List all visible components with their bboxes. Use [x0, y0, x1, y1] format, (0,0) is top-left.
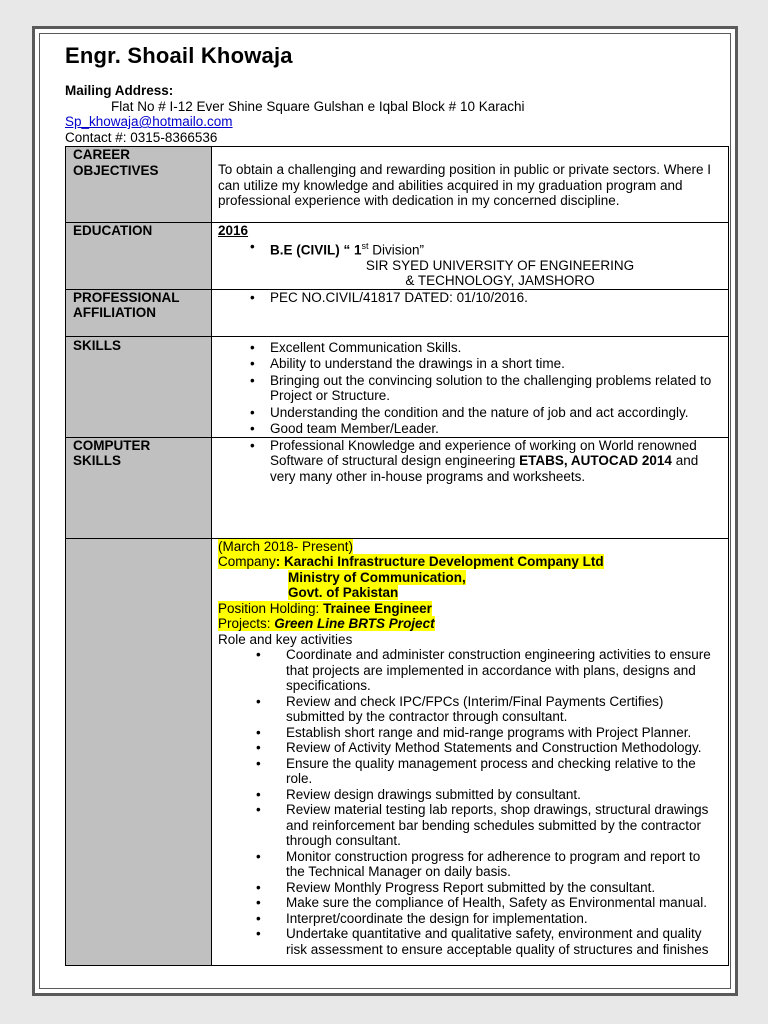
- position-title: Trainee Engineer: [323, 600, 432, 616]
- university-line1: SIR SYED UNIVERSITY OF ENGINEERING: [365, 257, 635, 273]
- education-year: 2016: [218, 223, 249, 238]
- education-item: [218, 239, 722, 258]
- project-name: Green Line BRTS Project: [274, 616, 435, 631]
- experience-value: [212, 538, 729, 965]
- activity-item: • Monitor construction progress for adherence to program and report to the Technical Manager on daily basis.: [218, 849, 722, 880]
- activity-item: • Review and check IPC/FPCs (Interim/Final Payments Certifies) submitted by the contractor through consultant.: [218, 694, 722, 725]
- affiliation-label-line2: AFFILIATION: [73, 305, 156, 320]
- projects-line: [218, 616, 722, 632]
- career-value: [212, 147, 729, 223]
- govt-name: Govt. of Pakistan: [288, 585, 399, 600]
- mailing-address-label: Mailing Address:: [65, 83, 174, 98]
- experience-row: [66, 538, 729, 965]
- education-list: [218, 239, 722, 258]
- affiliation-label-line1: PROFESSIONAL: [73, 289, 180, 305]
- career-row: [66, 147, 729, 223]
- skills-list: [218, 337, 722, 437]
- email-link[interactable]: Sp_khowaja@hotmailo.com: [65, 114, 233, 129]
- role-heading: Role and key activities: [218, 631, 353, 647]
- activity-item: • Make sure the compliance of Health, Safety as Environmental manual.: [218, 895, 722, 911]
- software-names: ETABS, AUTOCAD 2014: [519, 453, 672, 468]
- career-label: [66, 147, 212, 223]
- education-label: [66, 223, 212, 290]
- computer-label-line1: COMPUTER: [73, 437, 151, 453]
- computer-skills-label: [66, 437, 212, 538]
- skills-label: [66, 336, 212, 437]
- candidate-name: Engr. Shoail Khowaja: [65, 43, 293, 68]
- position-label: Position Holding:: [218, 600, 324, 616]
- contact-number: Contact #: 0315-8366536: [65, 130, 218, 145]
- experience-label: [66, 538, 212, 965]
- division-prefix: “ 1: [339, 242, 362, 257]
- affiliation-row: [66, 289, 729, 336]
- mailing-address: Flat No # I-12 Ever Shine Square Gulshan e Iqbal Block # 10 Karachi: [111, 99, 525, 114]
- resume-table: [65, 146, 729, 966]
- ministry-name: Ministry of Communication,: [288, 569, 466, 585]
- career-objective-text: To obtain a challenging and rewarding position in public or private sectors. Where I can utilize my knowledge and abilities acquired in my graduation program and professional experience with dedication in my concerned discipline.: [218, 162, 712, 208]
- activity-item: • Undertake quantitative and qualitative safety, environment and quality risk assessment to ensure acceptable quality of structures and finishes: [218, 926, 722, 957]
- skill-item: • Ability to understand the drawings in a short time.: [218, 356, 722, 372]
- career-label-line2: OBJECTIVES: [73, 162, 159, 178]
- period-text: (March 2018- Present): [218, 538, 354, 554]
- activity-item: • Review Monthly Progress Report submitted by the consultant.: [218, 880, 722, 896]
- activity-item: • Review material testing lab reports, shop drawings, structural drawings and reinforcement bar bending schedules submitted by the contractor through consultant.: [218, 802, 722, 849]
- affiliation-list: [218, 290, 722, 306]
- division-suffix: Division”: [368, 242, 425, 257]
- company-line: [218, 554, 722, 570]
- activity-item: • Review design drawings submitted by consultant.: [218, 787, 722, 803]
- experience-period: [218, 539, 722, 555]
- degree: B.E (CIVIL): [270, 242, 340, 257]
- skill-item: • Bringing out the convincing solution to the challenging problems related to Project or Structure.: [218, 373, 722, 404]
- computer-text-b: and very many other in-house programs and worksheets.: [270, 453, 699, 484]
- activity-item: • Interpret/coordinate the design for implementation.: [218, 911, 722, 927]
- computer-skills-row: [66, 437, 729, 538]
- position-line: [218, 601, 722, 617]
- activity-item: • Coordinate and administer construction engineering activities to ensure that projects are implemented in accordance with plans, designs and specifications.: [218, 647, 722, 694]
- computer-skills-value: [212, 437, 729, 538]
- division-sup: st: [361, 240, 369, 251]
- education-value: [212, 223, 729, 290]
- affiliation-item: • PEC NO.CIVIL/41817 DATED: 01/10/2016.: [218, 290, 722, 306]
- activity-item: • Ensure the quality management process and checking relative to the role.: [218, 756, 722, 787]
- skills-row: [66, 336, 729, 437]
- activity-item: • Establish short range and mid-range programs with Project Planner.: [218, 725, 722, 741]
- computer-label-line2: SKILLS: [73, 453, 122, 468]
- ministry-line: [218, 570, 722, 586]
- skill-item: • Excellent Communication Skills.: [218, 340, 722, 356]
- affiliation-value: [212, 289, 729, 336]
- company-name: : Karachi Infrastructure Development Company Ltd: [275, 554, 604, 569]
- computer-skill-item: [218, 438, 722, 485]
- education-row: [66, 223, 729, 290]
- computer-text-a: Professional Knowledge and experience of working on World renowned Software of structural design engineering: [270, 437, 697, 468]
- skill-item: • Understanding the condition and the nature of job and act accordingly.: [218, 405, 722, 421]
- projects-label: Projects:: [218, 616, 275, 631]
- university-line2: & TECHNOLOGY, JAMSHORO: [405, 273, 595, 288]
- affiliation-label: [66, 289, 212, 336]
- email-line: [65, 114, 233, 130]
- computer-skills-list: [218, 438, 722, 485]
- skills-value: [212, 336, 729, 437]
- company-label: Company: [218, 554, 276, 569]
- career-label-line1: CAREER: [73, 147, 131, 162]
- skill-item: • Good team Member/Leader.: [218, 421, 722, 437]
- education-label-text: EDUCATION: [73, 223, 153, 238]
- govt-line: [218, 585, 722, 601]
- skills-label-text: SKILLS: [73, 337, 122, 353]
- activities-list: [218, 647, 722, 957]
- activity-item: • Review of Activity Method Statements and Construction Methodology.: [218, 740, 722, 756]
